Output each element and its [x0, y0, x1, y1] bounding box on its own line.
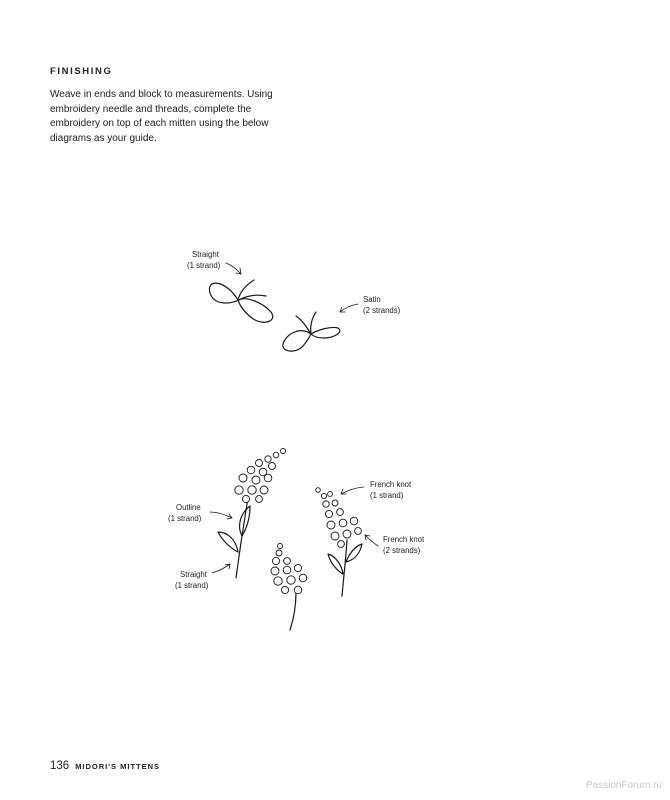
arrow-french-knot-1: [341, 487, 364, 494]
label-satin-strands: (2 strands): [363, 306, 401, 315]
arrow-straight-top: [226, 263, 241, 274]
label-french-knot-1-strands: (1 strand): [370, 491, 404, 500]
label-straight-top-strands: (1 strand): [187, 261, 221, 270]
butterfly-wings-large: [209, 283, 272, 322]
instructions-text: Weave in ends and block to measurements. Using embroidery needle and threads, complete the embroidery on top of each mitten using the below diagrams as your guide.: [50, 89, 273, 144]
label-outline: Outline: [176, 503, 201, 512]
middle-flower-stem: [290, 592, 296, 630]
label-french-knot-2-strands: (2 strands): [383, 546, 421, 555]
label-straight-top: Straight: [192, 250, 219, 259]
left-flower-knots: [235, 449, 286, 503]
right-flower-leaf-right: [346, 544, 362, 562]
label-french-knot-2: French knot: [383, 535, 425, 544]
butterfly-antenna-large: [238, 280, 266, 300]
left-flower-leaf-lower: [218, 532, 238, 552]
book-title: MIDORI'S MITTENS: [75, 762, 161, 771]
butterfly-diagram: [187, 250, 401, 351]
arrow-satin: [340, 304, 358, 312]
middle-flower-knots: [271, 544, 307, 594]
label-satin: Satin: [363, 295, 381, 304]
right-flower-leaf-left: [328, 554, 343, 574]
label-straight-bottom-strands: (1 strand): [175, 581, 209, 590]
section-heading: FINISHING: [50, 66, 113, 77]
page-footer: [50, 760, 160, 772]
arrow-straight-bottom: [212, 564, 230, 573]
arrow-french-knot-2: [365, 535, 378, 546]
label-straight-bottom: Straight: [180, 570, 207, 579]
flower-diagram: [168, 449, 425, 631]
page-number: 136: [50, 760, 70, 772]
watermark: PassionForum.ru: [585, 780, 662, 791]
label-outline-strands: (1 strand): [168, 514, 202, 523]
arrow-outline: [210, 512, 232, 519]
right-flower-stem: [342, 540, 347, 596]
right-flower-knots: [316, 488, 362, 548]
label-french-knot-1: French knot: [370, 480, 412, 489]
